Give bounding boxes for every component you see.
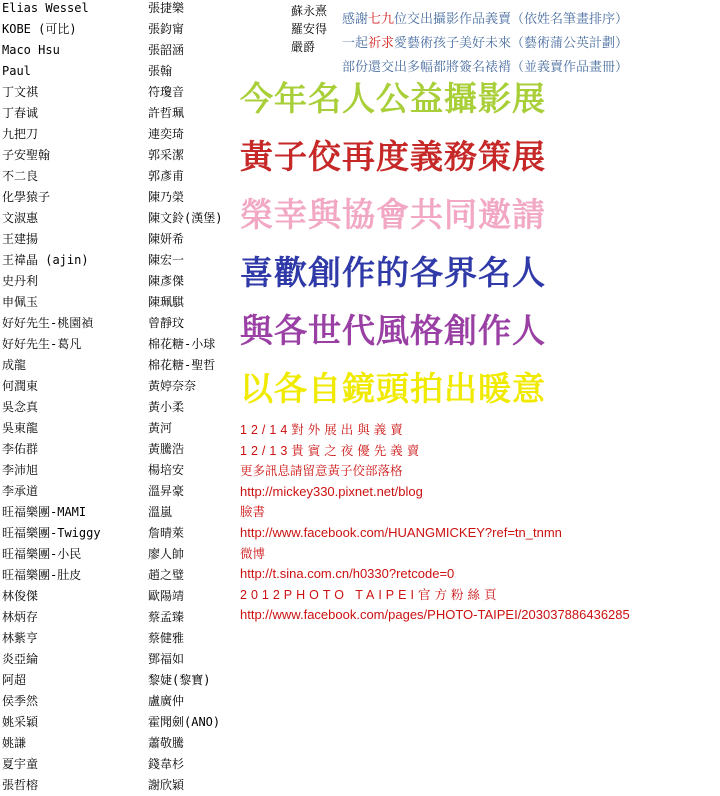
name-entry: 陳妍希 [148,232,185,246]
name-entry: 嚴爵 [291,40,316,54]
headline: 今年名人公益攝影展 [240,79,546,118]
facebook-link[interactable]: http://www.facebook.com/HUANGMICKEY?ref=tn_tnmn [240,524,562,540]
name-entry: 王建揚 [2,232,39,246]
name-entry: 羅安得 [291,22,328,36]
name-entry: 蔡孟臻 [148,610,185,624]
name-entry: 陳彥傑 [148,274,185,288]
name-entry: 溫嵐 [148,505,173,519]
name-entry: 旺福樂團-MAMI [2,505,87,519]
name-entry: 旺福樂團-肚皮 [2,568,82,582]
name-entry: 林俊傑 [2,589,39,603]
name-entry: 阿超 [2,673,27,687]
name-entry: 棉花糖-小球 [148,337,216,351]
headline-list [240,74,546,422]
vip-night-date: 12/13貴賓之夜優先義賣 [240,443,424,458]
thanks-line-2: 一起祈求愛藝術孩子美好未來（藝術蒲公英計劃） [342,36,629,51]
name-entry: 李沛旭 [2,463,39,477]
name-entry: 丁春诚 [2,106,39,120]
name-entry: 黎婕(黎寶) [148,673,211,687]
name-entry: 陳乃榮 [148,190,185,204]
name-entry: 霍聞劍(ANO) [148,715,221,729]
fanpage-label: 2012PHOTO TAIPEI官方粉絲頁 [240,587,501,602]
name-entry: 許哲珮 [148,106,185,120]
name-entry: 陳文鈴(漢堡) [148,211,223,225]
name-list-column-1 [2,0,101,796]
headline: 喜歡創作的各界名人 [240,253,546,292]
name-entry: 郭彥甫 [148,169,185,183]
name-entry: 不二良 [2,169,39,183]
name-entry: 黃婷奈奈 [148,379,197,393]
headline: 與各世代風格創作人 [240,311,546,350]
headline: 黃子佼再度義務策展 [240,137,546,176]
name-list-column-2 [148,0,222,796]
fanpage-link[interactable]: http://www.facebook.com/pages/PHOTO-TAIPEI/203037886436285 [240,607,630,623]
name-entry: 溫昇豪 [148,484,185,498]
name-entry: 吳東龍 [2,421,39,435]
exhibit-date: 12/14對外展出與義賣 [240,423,407,437]
name-entry: 郭采潔 [148,148,185,162]
name-entry: Paul [2,64,31,78]
name-entry: 陳珮騏 [148,295,185,309]
name-entry: 好好先生-葛凡 [2,337,82,351]
thanks-count-highlight: 七九 [368,12,395,27]
name-entry: 林炳存 [2,610,39,624]
name-entry: 文淑惠 [2,211,39,225]
thanks-pray-highlight: 祈求 [368,36,395,51]
name-entry: KOBE (可比) [2,22,77,36]
name-entry: 王禕晶 (ajin) [2,253,89,267]
name-entry: 趙之璧 [148,568,185,582]
name-entry: 陳宏一 [148,253,185,267]
name-entry: 黃騰浩 [148,442,185,456]
name-entry: 廖人帥 [148,547,185,561]
name-entry: 楊培安 [148,463,185,477]
name-entry: 錢韋杉 [148,757,185,771]
name-entry: Maco Hsu [2,43,60,57]
name-entry: 黃河 [148,421,173,435]
name-entry: 張翰 [148,64,173,78]
name-entry: 炎亞綸 [2,652,39,666]
name-entry: 好好先生-桃園禎 [2,316,94,330]
name-entry: 申佩玉 [2,295,39,309]
name-entry: 張韶涵 [148,43,185,57]
name-entry: 姚謙 [2,736,27,750]
name-entry: 張哲榕 [2,778,39,792]
name-entry: 歐陽靖 [148,589,185,603]
name-entry: 蕭敬騰 [148,736,185,750]
name-entry: 張捷樂 [148,1,185,15]
thanks-line-3: 部份還交出多幅都將簽名裱褙（並義賣作品畫冊） [342,60,629,75]
name-entry: 盧廣仲 [148,694,185,708]
thanks-line-1: 感謝七九位交出攝影作品義賣（依姓名筆畫排序） [342,12,629,27]
name-entry: 丁文祺 [2,85,39,99]
name-entry: 何潤東 [2,379,39,393]
name-entry: 旺福樂團-小民 [2,547,82,561]
headline: 榮幸與協會共同邀請 [240,195,546,234]
name-list-column-3 [291,2,327,56]
name-entry: 旺福樂團-Twiggy [2,526,101,540]
thanks-block [342,8,628,80]
name-entry: 連奕琦 [148,127,185,141]
blog-link[interactable]: http://mickey330.pixnet.net/blog [240,483,423,499]
name-entry: 侯季然 [2,694,39,708]
name-entry: Elias Wessel [2,1,89,15]
name-entry: 蔡健雅 [148,631,185,645]
headline: 以各自鏡頭拍出暖意 [240,369,546,408]
name-entry: 子安聖翰 [2,148,51,162]
name-entry: 林紫亨 [2,631,39,645]
name-entry: 詹晴萊 [148,526,185,540]
name-entry: 夏宇童 [2,757,39,771]
name-entry: 謝欣穎 [148,778,185,792]
weibo-link[interactable]: http://t.sina.com.cn/h0330?retcode=0 [240,566,455,582]
name-entry: 符瓊音 [148,85,185,99]
name-entry: 姚采穎 [2,715,39,729]
name-entry: 蘇永熹 [291,4,328,18]
name-entry: 成龍 [2,358,27,372]
facebook-label: 臉書 [240,505,266,520]
name-entry: 史丹利 [2,274,39,288]
blog-note: 更多訊息請留意黃子佼部落格 [240,464,403,479]
name-entry: 九把刀 [2,127,39,141]
name-entry: 張鈞甯 [148,22,185,36]
name-entry: 李佑群 [2,442,39,456]
name-entry: 棉花糖-聖哲 [148,358,216,372]
name-entry: 吳念真 [2,400,39,414]
name-entry: 黃小柔 [148,400,185,414]
name-entry: 鄧福如 [148,652,185,666]
weibo-label: 微博 [240,546,266,561]
name-entry: 曾靜玟 [148,316,185,330]
info-block [240,420,630,626]
name-entry: 化學猿子 [2,190,51,204]
name-entry: 李承道 [2,484,39,498]
